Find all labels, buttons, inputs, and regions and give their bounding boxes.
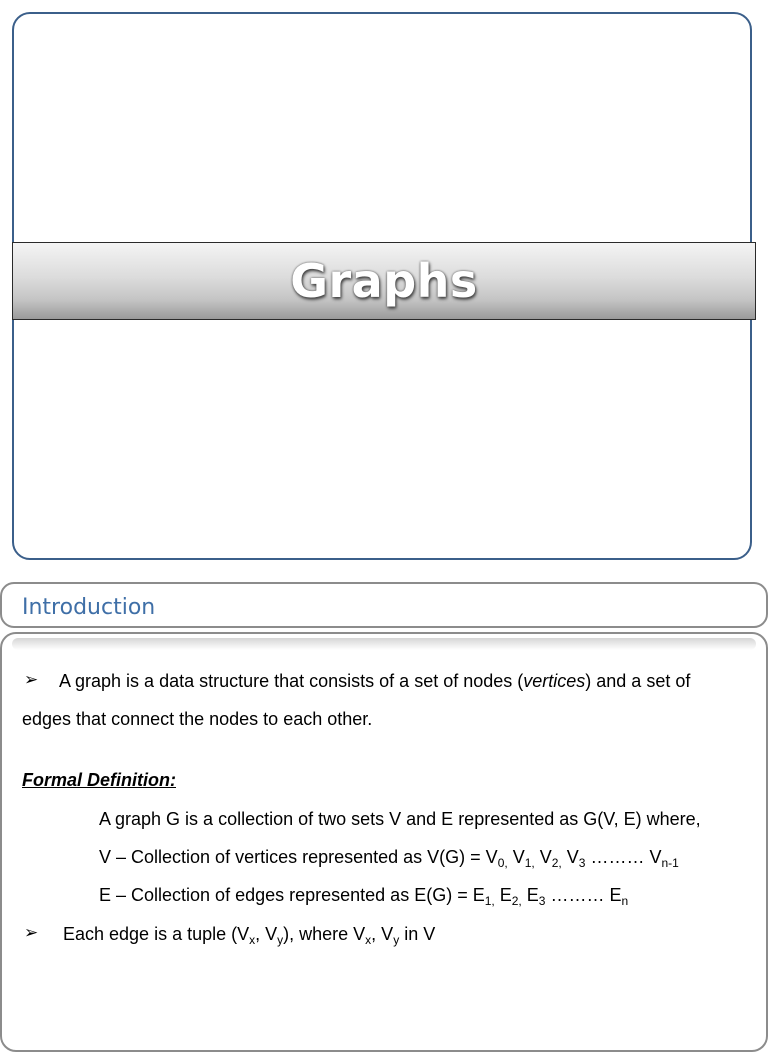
intro-heading: Introduction	[22, 595, 156, 620]
paragraph-1-line-1: A graph is a data structure that consists of a set of nodes (vertices) and a set of	[59, 671, 691, 691]
definition-vertices-line: V – Collection of vertices represented as $V(G) = V_{0,}$ $V_{1,}$ $V_{2,}$ $V_3$ ……… $V_{n-1}$	[99, 847, 679, 870]
content-panel	[0, 632, 768, 1052]
intro-heading-bar	[0, 582, 768, 628]
slide-title: Graphs	[290, 254, 478, 308]
edge-tuple-line: Each edge is a tuple ($V_x$, $V_y$), where $V_x$, $V_y$ in V	[63, 924, 436, 947]
definition-edges-line: E – Collection of edges represented as $E(G) = E_{1,}$ $E_{2,}$ $E_3$ ……… $E_n$	[99, 885, 629, 908]
paragraph-1-line-2: edges that connect the nodes to each other.	[22, 709, 373, 729]
bullet-arrow-icon: ➢	[24, 670, 39, 689]
definition-line-1: A graph G is a collection of two sets V and E represented as G(V, E) where,	[99, 809, 701, 829]
formal-definition-heading: Formal Definition:	[22, 770, 176, 790]
title-band	[12, 242, 756, 320]
bullet-arrow-icon: ➢	[24, 923, 39, 942]
